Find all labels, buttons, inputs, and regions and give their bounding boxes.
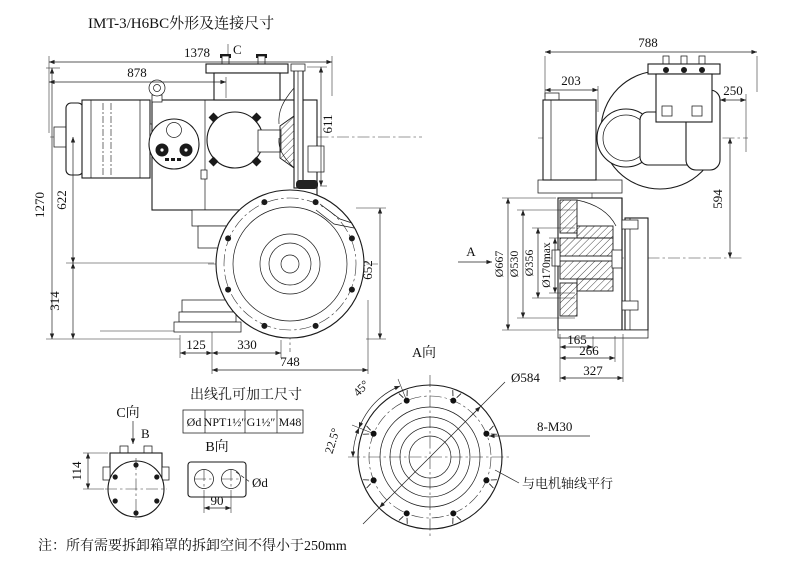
- thread-table-title: 出线孔可加工尺寸: [190, 388, 302, 403]
- dim-label-530: Ø530: [507, 250, 521, 278]
- thread-table-cell: M48: [278, 415, 302, 429]
- terminal-box-plate: [206, 64, 288, 73]
- dim-label-90: 90: [210, 493, 224, 508]
- handwheel-rim: [294, 70, 303, 188]
- axis-parallel-note: 与电机轴线平行: [522, 476, 614, 491]
- dim-label-1378: 1378: [184, 45, 210, 60]
- a-direction-view: [322, 345, 613, 539]
- dim-label-356: Ø356: [522, 249, 536, 277]
- dim-label-165: 165: [567, 332, 587, 347]
- dim-label-584: Ø584: [511, 370, 540, 385]
- lifting-eye-icon: [149, 80, 165, 96]
- dim-label-114: 114: [69, 461, 84, 481]
- hole-dia-label: Ød: [252, 475, 268, 490]
- mounting-plate: [625, 218, 648, 330]
- c-view-label: C向: [116, 406, 140, 421]
- angle-45-label: 45°: [350, 377, 372, 400]
- dim-label-170max: Ø170max: [541, 242, 553, 288]
- drawing-note: 注：所有需要拆卸箱罩的拆卸空间不得小于250mm: [38, 539, 347, 554]
- dim-label-622: 622: [54, 190, 69, 210]
- section-c-label: C: [233, 42, 242, 57]
- thread-table-cell: NPT1½″: [203, 415, 247, 429]
- dim-label-788: 788: [638, 35, 658, 50]
- b-view-label: B向: [205, 440, 229, 455]
- thread-table-cell: G1½″: [246, 415, 276, 429]
- dim-label-878: 878: [127, 65, 147, 80]
- dim-label-327: 327: [583, 363, 603, 378]
- handwheel-boss: [258, 130, 281, 152]
- angle-22-5-label: 22.5°: [321, 426, 343, 456]
- b-arrow-label: B: [141, 426, 150, 441]
- side-view: [458, 35, 757, 382]
- handwheel-handle: [296, 180, 318, 189]
- terminal-box: [214, 73, 280, 100]
- b-direction-view: [188, 439, 268, 513]
- dim-label-203: 203: [561, 73, 581, 88]
- motor-end-cap: [66, 103, 83, 175]
- drawing-title: IMT-3/H6BC外形及连接尺寸: [88, 16, 275, 32]
- dim-label-266: 266: [579, 343, 599, 358]
- output-flange: [216, 190, 364, 338]
- dim-label-652: 652: [360, 260, 375, 280]
- base-foot: [182, 300, 233, 312]
- dim-label-1270: 1270: [32, 192, 47, 218]
- thread-table-cell: Ød: [186, 415, 202, 429]
- thread-table: [183, 386, 303, 433]
- bolt-spec-label: 8-M30: [537, 419, 573, 434]
- motor-shaft-stub: [54, 127, 67, 147]
- dim-label-125: 125: [186, 337, 206, 352]
- view-arrow-a-label: A: [466, 244, 476, 259]
- a-view-label: A向: [411, 346, 437, 361]
- front-view: [32, 42, 422, 374]
- dim-label-667: Ø667: [492, 250, 506, 278]
- dim-label-611: 611: [320, 114, 335, 134]
- c-direction-view: [69, 405, 169, 520]
- dim-label-748: 748: [280, 354, 300, 369]
- dim-label-330: 330: [237, 337, 257, 352]
- control-station: [149, 119, 199, 169]
- dim-label-250: 250: [723, 83, 743, 98]
- dim-label-594: 594: [710, 189, 725, 209]
- dim-label-314: 314: [47, 291, 62, 311]
